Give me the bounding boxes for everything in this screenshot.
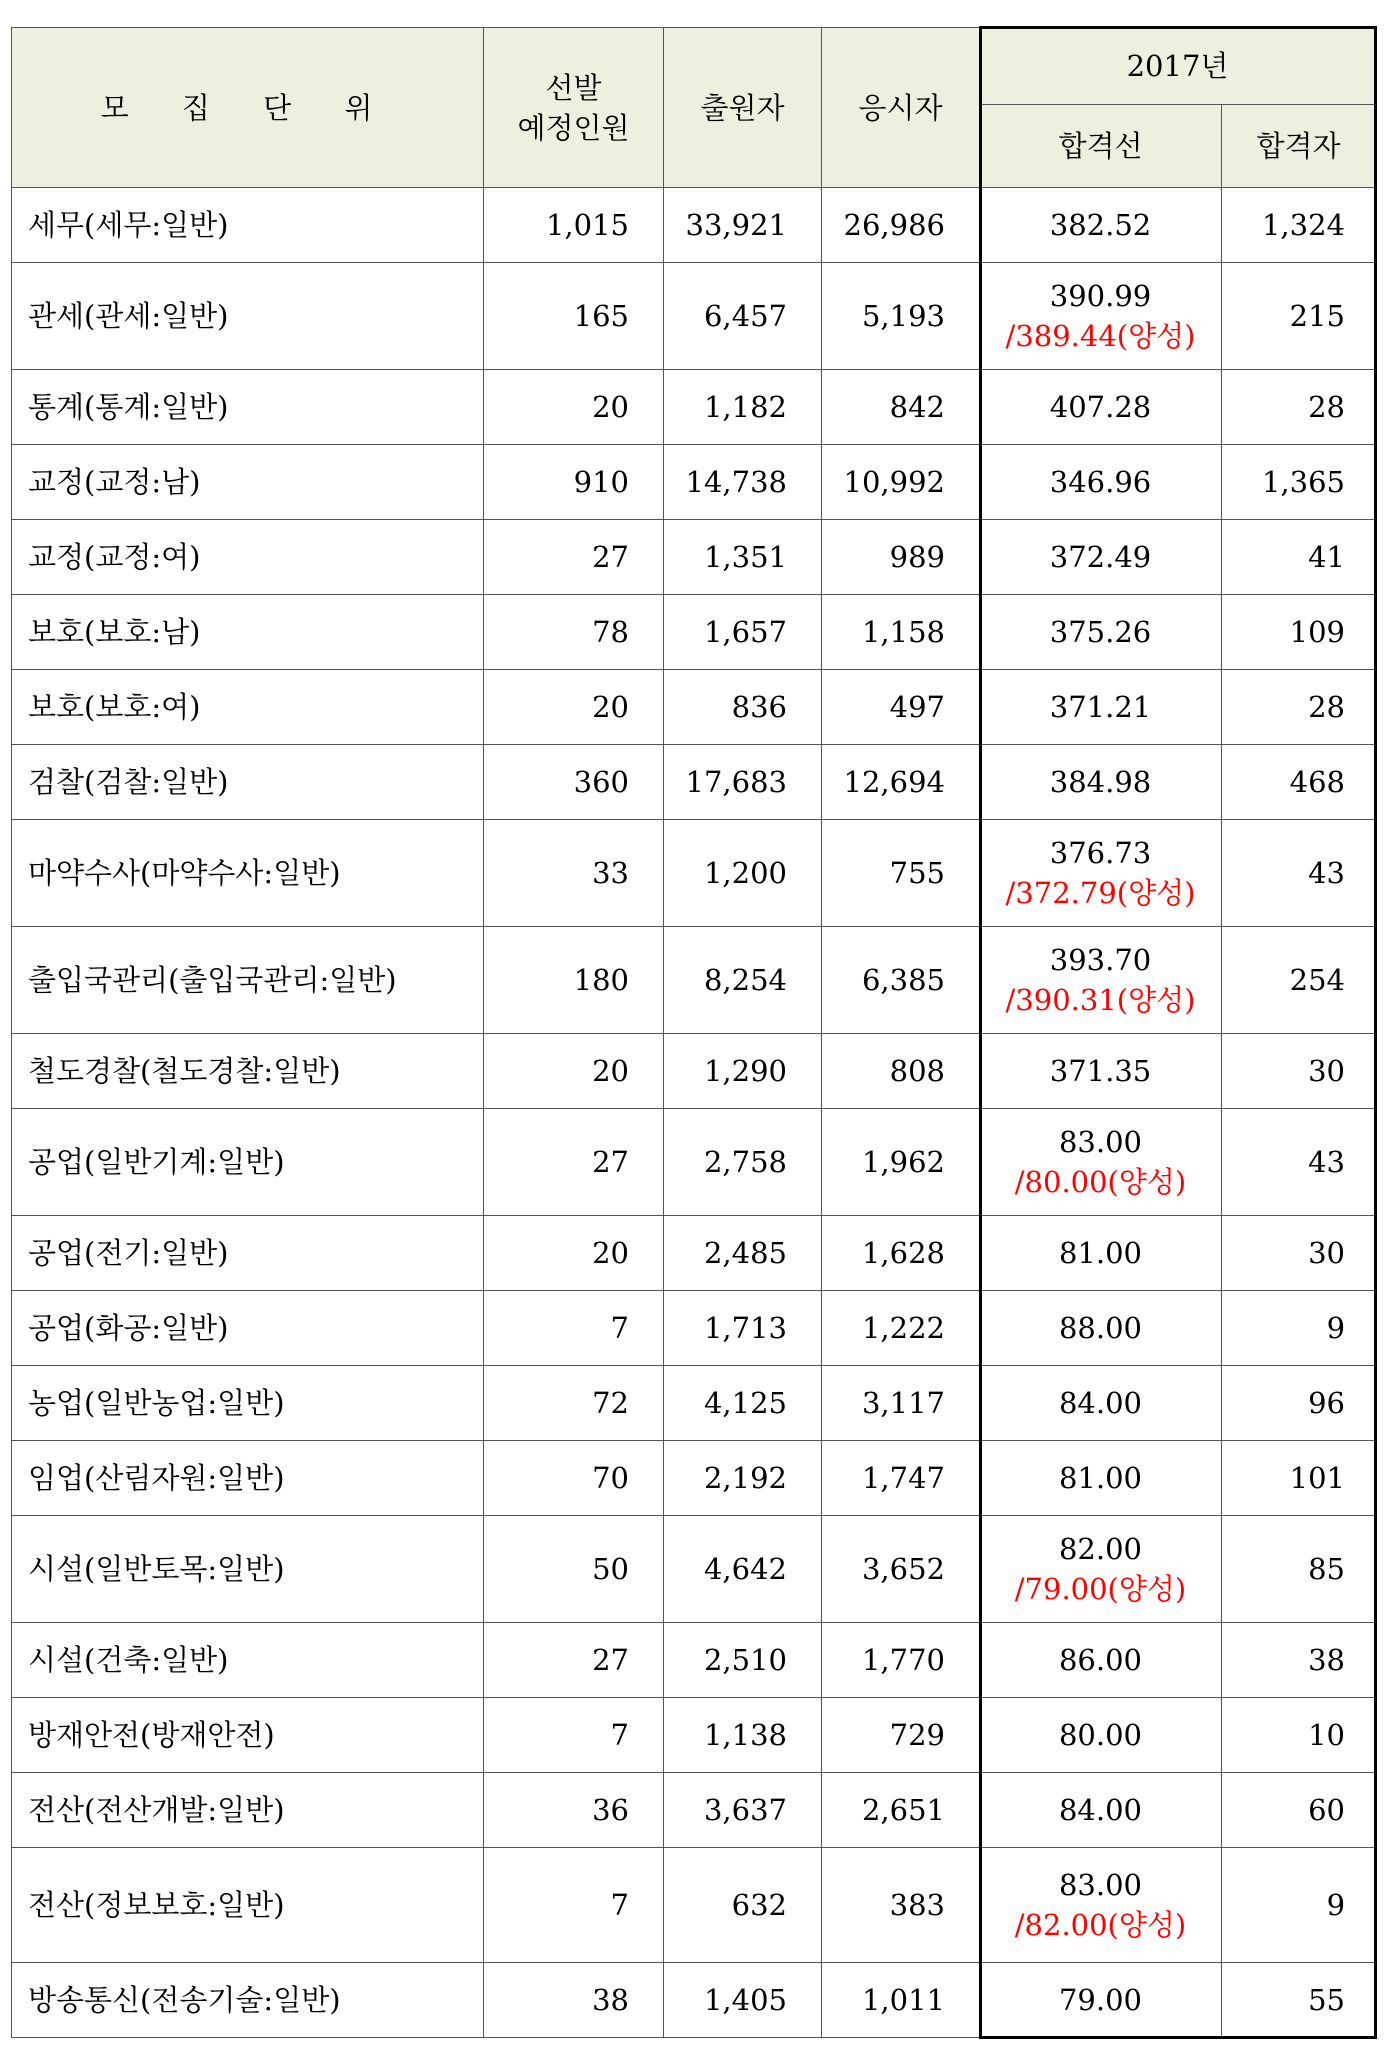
cell-quota: 180: [484, 927, 664, 1034]
recruitment-results-table: [11, 27, 1376, 2038]
table-row: [12, 927, 1376, 1034]
header-quota-line1: 선발: [545, 70, 602, 105]
cell-cutoff: [980, 927, 1222, 1034]
cell-applicants: 1,351: [664, 520, 822, 595]
cell-quota: 38: [484, 1963, 664, 2038]
cell-applicants: 8,254: [664, 927, 822, 1034]
cell-quota: 7: [484, 1698, 664, 1773]
header-quota: [484, 28, 664, 188]
cell-applicants: 14,738: [664, 445, 822, 520]
cell-applicants: 1,182: [664, 370, 822, 445]
table-row: [12, 1216, 1376, 1291]
cell-examinees: 1,158: [822, 595, 980, 670]
cutoff-value: 79.00: [1058, 1983, 1143, 2017]
cutoff-value: 346.96: [1049, 465, 1152, 499]
cell-applicants: 3,637: [664, 1773, 822, 1848]
cell-passed: 9: [1222, 1848, 1376, 1963]
cell-unit: 출입국관리(출입국관리:일반): [12, 927, 484, 1034]
cell-cutoff: [980, 745, 1222, 820]
table-row: [12, 595, 1376, 670]
cutoff-value: 390.99: [1049, 279, 1152, 313]
table-row: [12, 370, 1376, 445]
cell-cutoff: [980, 1291, 1222, 1366]
table-row: [12, 1291, 1376, 1366]
recruitment-results-table-container: [11, 27, 1375, 2038]
cell-passed: 55: [1222, 1963, 1376, 2038]
cell-unit: 공업(화공:일반): [12, 1291, 484, 1366]
table-row: [12, 1963, 1376, 2038]
cell-passed: 41: [1222, 520, 1376, 595]
cell-quota: 27: [484, 520, 664, 595]
cell-cutoff: [980, 370, 1222, 445]
cell-examinees: 383: [822, 1848, 980, 1963]
cell-passed: 109: [1222, 595, 1376, 670]
cell-quota: 78: [484, 595, 664, 670]
table-row: [12, 445, 1376, 520]
cell-unit: 전산(정보보호:일반): [12, 1848, 484, 1963]
cell-unit: 검찰(검찰:일반): [12, 745, 484, 820]
cell-applicants: 1,290: [664, 1034, 822, 1109]
cell-passed: 43: [1222, 1109, 1376, 1216]
cell-applicants: 6,457: [664, 263, 822, 370]
cell-examinees: 497: [822, 670, 980, 745]
header-applicants: 출원자: [664, 28, 822, 188]
cell-passed: 9: [1222, 1291, 1376, 1366]
cell-passed: 1,365: [1222, 445, 1376, 520]
cell-quota: 20: [484, 370, 664, 445]
cell-examinees: 1,628: [822, 1216, 980, 1291]
cell-cutoff: [980, 1698, 1222, 1773]
cell-unit: 마약수사(마약수사:일반): [12, 820, 484, 927]
cell-examinees: 1,222: [822, 1291, 980, 1366]
cell-applicants: 33,921: [664, 188, 822, 263]
cell-unit: 교정(교정:여): [12, 520, 484, 595]
cell-quota: 20: [484, 1216, 664, 1291]
cutoff-value: 382.52: [1049, 208, 1152, 242]
cell-applicants: 1,713: [664, 1291, 822, 1366]
cell-quota: 70: [484, 1441, 664, 1516]
cell-unit: 방재안전(방재안전): [12, 1698, 484, 1773]
cell-passed: 10: [1222, 1698, 1376, 1773]
cell-applicants: 836: [664, 670, 822, 745]
cutoff-value: 372.49: [1049, 540, 1152, 574]
cell-unit: 농업(일반농업:일반): [12, 1366, 484, 1441]
cell-passed: 30: [1222, 1034, 1376, 1109]
cell-examinees: 6,385: [822, 927, 980, 1034]
table-row: [12, 1698, 1376, 1773]
cell-examinees: 1,011: [822, 1963, 980, 2038]
cell-unit: 철도경찰(철도경찰:일반): [12, 1034, 484, 1109]
header-year: 2017년: [980, 28, 1376, 105]
cell-unit: 시설(일반토목:일반): [12, 1516, 484, 1623]
cell-unit: 통계(통계:일반): [12, 370, 484, 445]
cell-passed: 30: [1222, 1216, 1376, 1291]
cell-applicants: 4,642: [664, 1516, 822, 1623]
cell-cutoff: [980, 595, 1222, 670]
cell-applicants: 1,200: [664, 820, 822, 927]
cell-cutoff: [980, 1773, 1222, 1848]
cell-unit: 세무(세무:일반): [12, 188, 484, 263]
cell-unit: 보호(보호:여): [12, 670, 484, 745]
cell-quota: 1,015: [484, 188, 664, 263]
header-row-top: [12, 28, 1376, 105]
cell-examinees: 5,193: [822, 263, 980, 370]
cell-passed: 60: [1222, 1773, 1376, 1848]
cutoff-value: 81.00: [1058, 1236, 1143, 1270]
cell-examinees: 26,986: [822, 188, 980, 263]
cutoff-alt-value: /390.31(양성): [1005, 983, 1196, 1017]
cell-quota: 20: [484, 670, 664, 745]
table-row: [12, 1516, 1376, 1623]
cell-examinees: 2,651: [822, 1773, 980, 1848]
cell-cutoff: [980, 1034, 1222, 1109]
header-quota-line2: 예정인원: [517, 110, 630, 145]
cell-unit: 보호(보호:남): [12, 595, 484, 670]
header-passed: 합격자: [1222, 105, 1376, 188]
cell-examinees: 989: [822, 520, 980, 595]
cell-examinees: 12,694: [822, 745, 980, 820]
cell-cutoff: [980, 263, 1222, 370]
header-cutoff: 합격선: [980, 105, 1222, 188]
cutoff-value: 376.73: [1049, 836, 1152, 870]
cell-passed: 85: [1222, 1516, 1376, 1623]
cell-passed: 28: [1222, 670, 1376, 745]
table-row: [12, 745, 1376, 820]
cell-quota: 20: [484, 1034, 664, 1109]
cell-quota: 27: [484, 1623, 664, 1698]
cell-quota: 33: [484, 820, 664, 927]
table-row: [12, 1366, 1376, 1441]
cell-cutoff: [980, 1441, 1222, 1516]
table-row: [12, 1109, 1376, 1216]
cell-applicants: 1,138: [664, 1698, 822, 1773]
cell-examinees: 3,117: [822, 1366, 980, 1441]
cutoff-value: 84.00: [1058, 1793, 1143, 1827]
cutoff-value: 88.00: [1058, 1311, 1143, 1345]
cell-applicants: 2,510: [664, 1623, 822, 1698]
cell-passed: 38: [1222, 1623, 1376, 1698]
cutoff-alt-value: /372.79(양성): [1005, 876, 1196, 910]
cell-unit: 교정(교정:남): [12, 445, 484, 520]
table-row: [12, 1441, 1376, 1516]
cell-passed: 215: [1222, 263, 1376, 370]
cell-applicants: 2,192: [664, 1441, 822, 1516]
cell-unit: 방송통신(전송기술:일반): [12, 1963, 484, 2038]
cutoff-value: 84.00: [1058, 1386, 1143, 1420]
cell-cutoff: [980, 1963, 1222, 2038]
cutoff-value: 371.21: [1049, 690, 1152, 724]
table-row: [12, 670, 1376, 745]
cell-quota: 7: [484, 1848, 664, 1963]
table-row: [12, 820, 1376, 927]
cell-cutoff: [980, 820, 1222, 927]
cell-passed: 468: [1222, 745, 1376, 820]
cell-passed: 254: [1222, 927, 1376, 1034]
cutoff-alt-value: /79.00(양성): [1014, 1572, 1187, 1606]
cell-examinees: 755: [822, 820, 980, 927]
cutoff-alt-value: /80.00(양성): [1014, 1165, 1187, 1199]
cutoff-value: 384.98: [1049, 765, 1152, 799]
cell-unit: 시설(건축:일반): [12, 1623, 484, 1698]
cell-applicants: 1,405: [664, 1963, 822, 2038]
cell-applicants: 1,657: [664, 595, 822, 670]
cell-quota: 50: [484, 1516, 664, 1623]
table-row: [12, 1034, 1376, 1109]
cell-cutoff: [980, 1366, 1222, 1441]
cell-applicants: 2,485: [664, 1216, 822, 1291]
cell-passed: 96: [1222, 1366, 1376, 1441]
cell-cutoff: [980, 1216, 1222, 1291]
cell-examinees: 1,747: [822, 1441, 980, 1516]
cell-unit: 공업(일반기계:일반): [12, 1109, 484, 1216]
cell-quota: 72: [484, 1366, 664, 1441]
cell-cutoff: [980, 1623, 1222, 1698]
cutoff-value: 393.70: [1049, 943, 1152, 977]
cutoff-value: 375.26: [1049, 615, 1152, 649]
cell-cutoff: [980, 1516, 1222, 1623]
cell-passed: 101: [1222, 1441, 1376, 1516]
cell-applicants: 4,125: [664, 1366, 822, 1441]
cell-applicants: 632: [664, 1848, 822, 1963]
cell-cutoff: [980, 1848, 1222, 1963]
cell-cutoff: [980, 445, 1222, 520]
cell-quota: 360: [484, 745, 664, 820]
table-row: [12, 1773, 1376, 1848]
header-examinees: 응시자: [822, 28, 980, 188]
cutoff-alt-value: /389.44(양성): [1005, 319, 1196, 353]
table-row: [12, 263, 1376, 370]
cutoff-value: 407.28: [1049, 390, 1152, 424]
cell-quota: 7: [484, 1291, 664, 1366]
cell-examinees: 1,770: [822, 1623, 980, 1698]
table-body: [12, 188, 1376, 2038]
cell-quota: 165: [484, 263, 664, 370]
table-header: [12, 28, 1376, 188]
cell-unit: 임업(산림자원:일반): [12, 1441, 484, 1516]
cutoff-value: 371.35: [1049, 1054, 1152, 1088]
cell-unit: 공업(전기:일반): [12, 1216, 484, 1291]
cell-examinees: 808: [822, 1034, 980, 1109]
cutoff-value: 86.00: [1058, 1643, 1143, 1677]
table-row: [12, 188, 1376, 263]
cell-passed: 43: [1222, 820, 1376, 927]
cell-applicants: 17,683: [664, 745, 822, 820]
cell-quota: 910: [484, 445, 664, 520]
cell-applicants: 2,758: [664, 1109, 822, 1216]
table-row: [12, 1848, 1376, 1963]
cell-unit: 관세(관세:일반): [12, 263, 484, 370]
cutoff-alt-value: /82.00(양성): [1014, 1908, 1187, 1942]
cell-quota: 27: [484, 1109, 664, 1216]
cutoff-value: 83.00: [1058, 1868, 1143, 1902]
cutoff-value: 82.00: [1058, 1532, 1143, 1566]
cell-examinees: 3,652: [822, 1516, 980, 1623]
table-row: [12, 1623, 1376, 1698]
cutoff-value: 83.00: [1058, 1125, 1143, 1159]
header-unit: 모 집 단 위: [12, 28, 484, 188]
cell-examinees: 1,962: [822, 1109, 980, 1216]
cell-cutoff: [980, 670, 1222, 745]
cell-quota: 36: [484, 1773, 664, 1848]
table-row: [12, 520, 1376, 595]
cell-examinees: 10,992: [822, 445, 980, 520]
cell-examinees: 842: [822, 370, 980, 445]
cell-passed: 28: [1222, 370, 1376, 445]
cell-cutoff: [980, 520, 1222, 595]
cell-unit: 전산(전산개발:일반): [12, 1773, 484, 1848]
cutoff-value: 81.00: [1058, 1461, 1143, 1495]
cutoff-value: 80.00: [1058, 1718, 1143, 1752]
cell-passed: 1,324: [1222, 188, 1376, 263]
cell-examinees: 729: [822, 1698, 980, 1773]
cell-cutoff: [980, 1109, 1222, 1216]
cell-cutoff: [980, 188, 1222, 263]
